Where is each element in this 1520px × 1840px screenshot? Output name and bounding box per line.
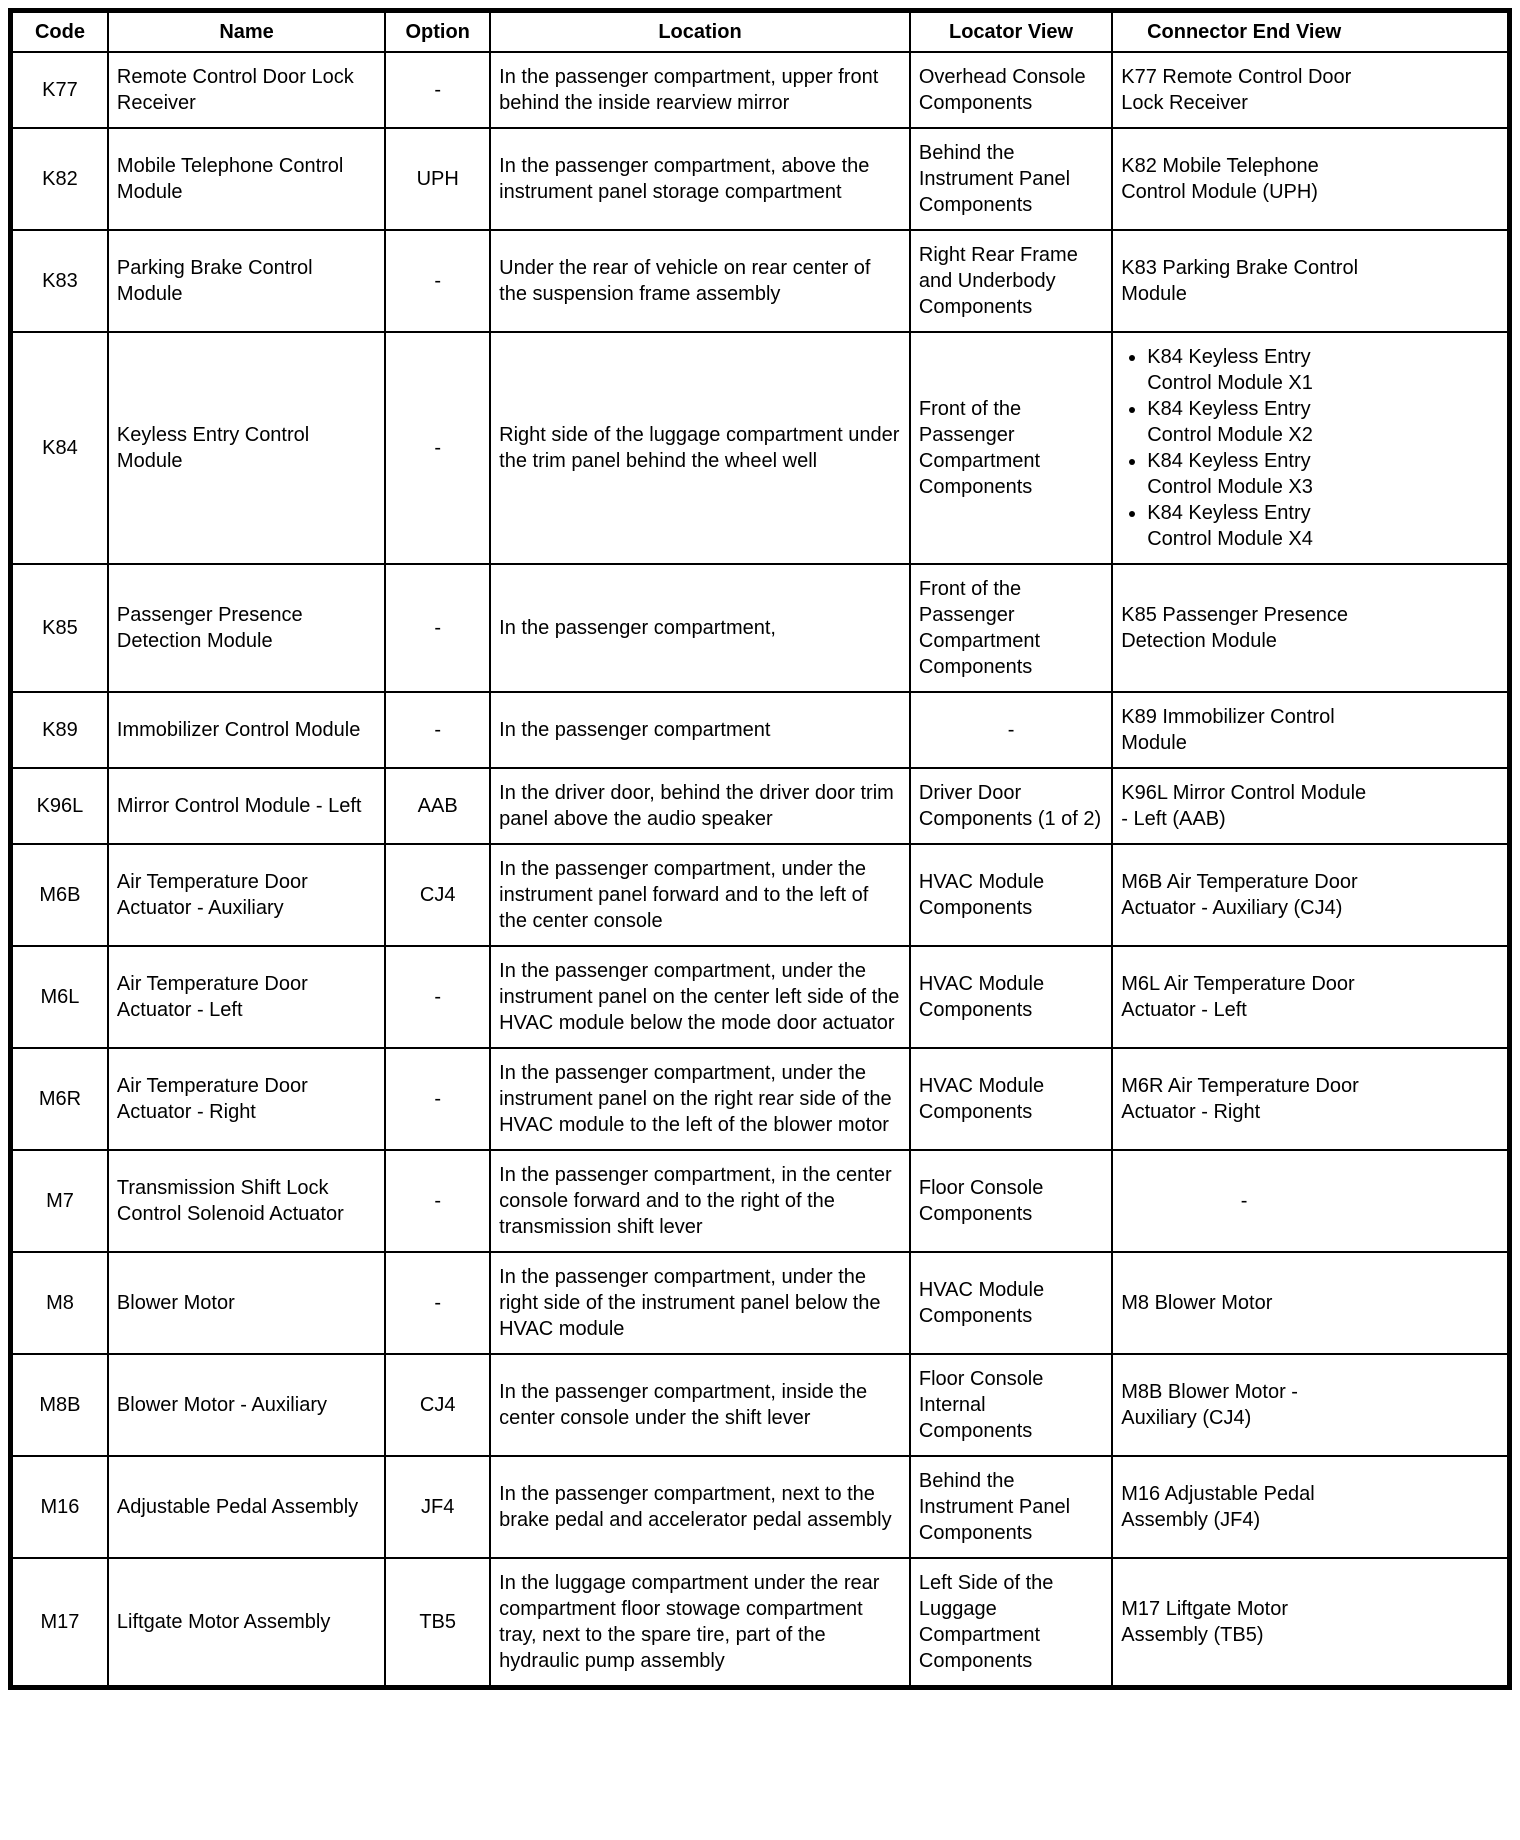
cell-locator-view: Driver Door Components (1 of 2) (910, 768, 1112, 844)
cell-locator-view: HVAC Module Components (910, 844, 1112, 946)
cell-name: Adjustable Pedal Assembly (108, 1456, 385, 1558)
table-row (11, 52, 1510, 128)
cell-option: CJ4 (385, 844, 490, 946)
cell-name: Keyless Entry Control Module (108, 332, 385, 564)
cell-connector-end-view: M6R Air Temperature Door Actuator - Right (1112, 1048, 1509, 1150)
cell-location: In the passenger compartment, under the instrument panel on the right rear side of the HVAC module to the left of the blower motor (490, 1048, 910, 1150)
cell-connector-end-view: K77 Remote Control Door Lock Receiver (1112, 52, 1509, 128)
cell-code: M6B (11, 844, 108, 946)
cell-connector-end-view: K89 Immobilizer Control Module (1112, 692, 1509, 768)
header-connector-end-view: Connector End View (1112, 11, 1509, 53)
cell-code: K89 (11, 692, 108, 768)
cell-code: M16 (11, 1456, 108, 1558)
cell-location: Under the rear of vehicle on rear center of the suspension frame assembly (490, 230, 910, 332)
table-row (11, 332, 1510, 564)
table-row (11, 844, 1510, 946)
cell-connector-end-view: M8B Blower Motor - Auxiliary (CJ4) (1112, 1354, 1509, 1456)
connector-end-view-item: • K84 Keyless Entry Control Module X2 (1147, 396, 1367, 448)
cell-locator-view: - (910, 692, 1112, 768)
cell-name: Blower Motor - Auxiliary (108, 1354, 385, 1456)
cell-locator-view: Left Side of the Luggage Compartment Components (910, 1558, 1112, 1688)
header-location: Location (490, 11, 910, 53)
cell-location: In the driver door, behind the driver door trim panel above the audio speaker (490, 768, 910, 844)
cell-location: In the passenger compartment, in the center console forward and to the right of the transmission shift lever (490, 1150, 910, 1252)
table-row (11, 1354, 1510, 1456)
cell-locator-view: Right Rear Frame and Underbody Components (910, 230, 1112, 332)
cell-option: TB5 (385, 1558, 490, 1688)
cell-name: Blower Motor (108, 1252, 385, 1354)
table-row (11, 230, 1510, 332)
connector-end-view-list (1121, 344, 1367, 552)
cell-connector-end-view: K82 Mobile Telephone Control Module (UPH) (1112, 128, 1509, 230)
header-option: Option (385, 11, 490, 53)
cell-option: - (385, 52, 490, 128)
cell-locator-view: HVAC Module Components (910, 1252, 1112, 1354)
table-row (11, 1048, 1510, 1150)
header-row (11, 11, 1510, 53)
cell-connector-end-view: M17 Liftgate Motor Assembly (TB5) (1112, 1558, 1509, 1688)
table-row (11, 946, 1510, 1048)
cell-name: Remote Control Door Lock Receiver (108, 52, 385, 128)
cell-code: M6R (11, 1048, 108, 1150)
connector-locator-table (8, 8, 1512, 1690)
cell-option: - (385, 230, 490, 332)
cell-option: JF4 (385, 1456, 490, 1558)
table-body (11, 52, 1510, 1688)
cell-location: In the passenger compartment, next to the brake pedal and accelerator pedal assembly (490, 1456, 910, 1558)
connector-end-view-item: • K84 Keyless Entry Control Module X3 (1147, 448, 1367, 500)
header-locator-view: Locator View (910, 11, 1112, 53)
table-row (11, 1150, 1510, 1252)
cell-code: M8B (11, 1354, 108, 1456)
connector-end-view-item: • K84 Keyless Entry Control Module X1 (1147, 344, 1367, 396)
cell-locator-view: HVAC Module Components (910, 1048, 1112, 1150)
header-code: Code (11, 11, 108, 53)
cell-location: In the passenger compartment, upper front behind the inside rearview mirror (490, 52, 910, 128)
cell-connector-end-view: - (1112, 1150, 1509, 1252)
cell-option: - (385, 692, 490, 768)
cell-code: K77 (11, 52, 108, 128)
cell-connector-end-view: M16 Adjustable Pedal Assembly (JF4) (1112, 1456, 1509, 1558)
cell-option: UPH (385, 128, 490, 230)
cell-locator-view: Front of the Passenger Compartment Components (910, 564, 1112, 692)
cell-code: M8 (11, 1252, 108, 1354)
cell-locator-view: Behind the Instrument Panel Components (910, 128, 1112, 230)
cell-name: Passenger Presence Detection Module (108, 564, 385, 692)
cell-location: In the luggage compartment under the rear compartment floor stowage compartment tray, next to the spare tire, part of the hydraulic pump assembly (490, 1558, 910, 1688)
table-row (11, 1456, 1510, 1558)
cell-name: Mirror Control Module - Left (108, 768, 385, 844)
cell-location: In the passenger compartment, above the instrument panel storage compartment (490, 128, 910, 230)
cell-location: In the passenger compartment, (490, 564, 910, 692)
cell-code: M7 (11, 1150, 108, 1252)
cell-code: K84 (11, 332, 108, 564)
cell-name: Air Temperature Door Actuator - Left (108, 946, 385, 1048)
table-row (11, 692, 1510, 768)
cell-connector-end-view (1112, 332, 1509, 564)
cell-name: Parking Brake Control Module (108, 230, 385, 332)
cell-name: Mobile Telephone Control Module (108, 128, 385, 230)
cell-name: Liftgate Motor Assembly (108, 1558, 385, 1688)
cell-option: - (385, 564, 490, 692)
cell-code: M17 (11, 1558, 108, 1688)
cell-name: Air Temperature Door Actuator - Auxiliary (108, 844, 385, 946)
cell-connector-end-view: M6L Air Temperature Door Actuator - Left (1112, 946, 1509, 1048)
cell-code: K83 (11, 230, 108, 332)
cell-option: - (385, 1150, 490, 1252)
cell-locator-view: Floor Console Components (910, 1150, 1112, 1252)
cell-location: Right side of the luggage compartment under the trim panel behind the wheel well (490, 332, 910, 564)
cell-name: Immobilizer Control Module (108, 692, 385, 768)
cell-connector-end-view: K83 Parking Brake Control Module (1112, 230, 1509, 332)
cell-option: CJ4 (385, 1354, 490, 1456)
cell-option: - (385, 332, 490, 564)
cell-option: - (385, 1252, 490, 1354)
table-row (11, 768, 1510, 844)
cell-option: - (385, 1048, 490, 1150)
table-row (11, 1252, 1510, 1354)
cell-locator-view: Floor Console Internal Components (910, 1354, 1112, 1456)
cell-code: K85 (11, 564, 108, 692)
cell-option: AAB (385, 768, 490, 844)
cell-locator-view: Front of the Passenger Compartment Components (910, 332, 1112, 564)
cell-connector-end-view: K96L Mirror Control Module - Left (AAB) (1112, 768, 1509, 844)
cell-location: In the passenger compartment (490, 692, 910, 768)
cell-name: Air Temperature Door Actuator - Right (108, 1048, 385, 1150)
cell-code: M6L (11, 946, 108, 1048)
cell-connector-end-view: M6B Air Temperature Door Actuator - Auxiliary (CJ4) (1112, 844, 1509, 946)
cell-locator-view: Overhead Console Components (910, 52, 1112, 128)
cell-location: In the passenger compartment, under the right side of the instrument panel below the HVAC module (490, 1252, 910, 1354)
cell-connector-end-view: K85 Passenger Presence Detection Module (1112, 564, 1509, 692)
cell-code: K96L (11, 768, 108, 844)
cell-locator-view: Behind the Instrument Panel Components (910, 1456, 1112, 1558)
cell-name: Transmission Shift Lock Control Solenoid Actuator (108, 1150, 385, 1252)
cell-connector-end-view: M8 Blower Motor (1112, 1252, 1509, 1354)
table-row (11, 564, 1510, 692)
cell-location: In the passenger compartment, under the instrument panel forward and to the left of the center console (490, 844, 910, 946)
table-header (11, 11, 1510, 53)
cell-locator-view: HVAC Module Components (910, 946, 1112, 1048)
header-name: Name (108, 11, 385, 53)
table-row (11, 1558, 1510, 1688)
cell-code: K82 (11, 128, 108, 230)
connector-end-view-item: • K84 Keyless Entry Control Module X4 (1147, 500, 1367, 552)
table-row (11, 128, 1510, 230)
cell-location: In the passenger compartment, inside the center console under the shift lever (490, 1354, 910, 1456)
cell-location: In the passenger compartment, under the instrument panel on the center left side of the HVAC module below the mode door actuator (490, 946, 910, 1048)
cell-option: - (385, 946, 490, 1048)
